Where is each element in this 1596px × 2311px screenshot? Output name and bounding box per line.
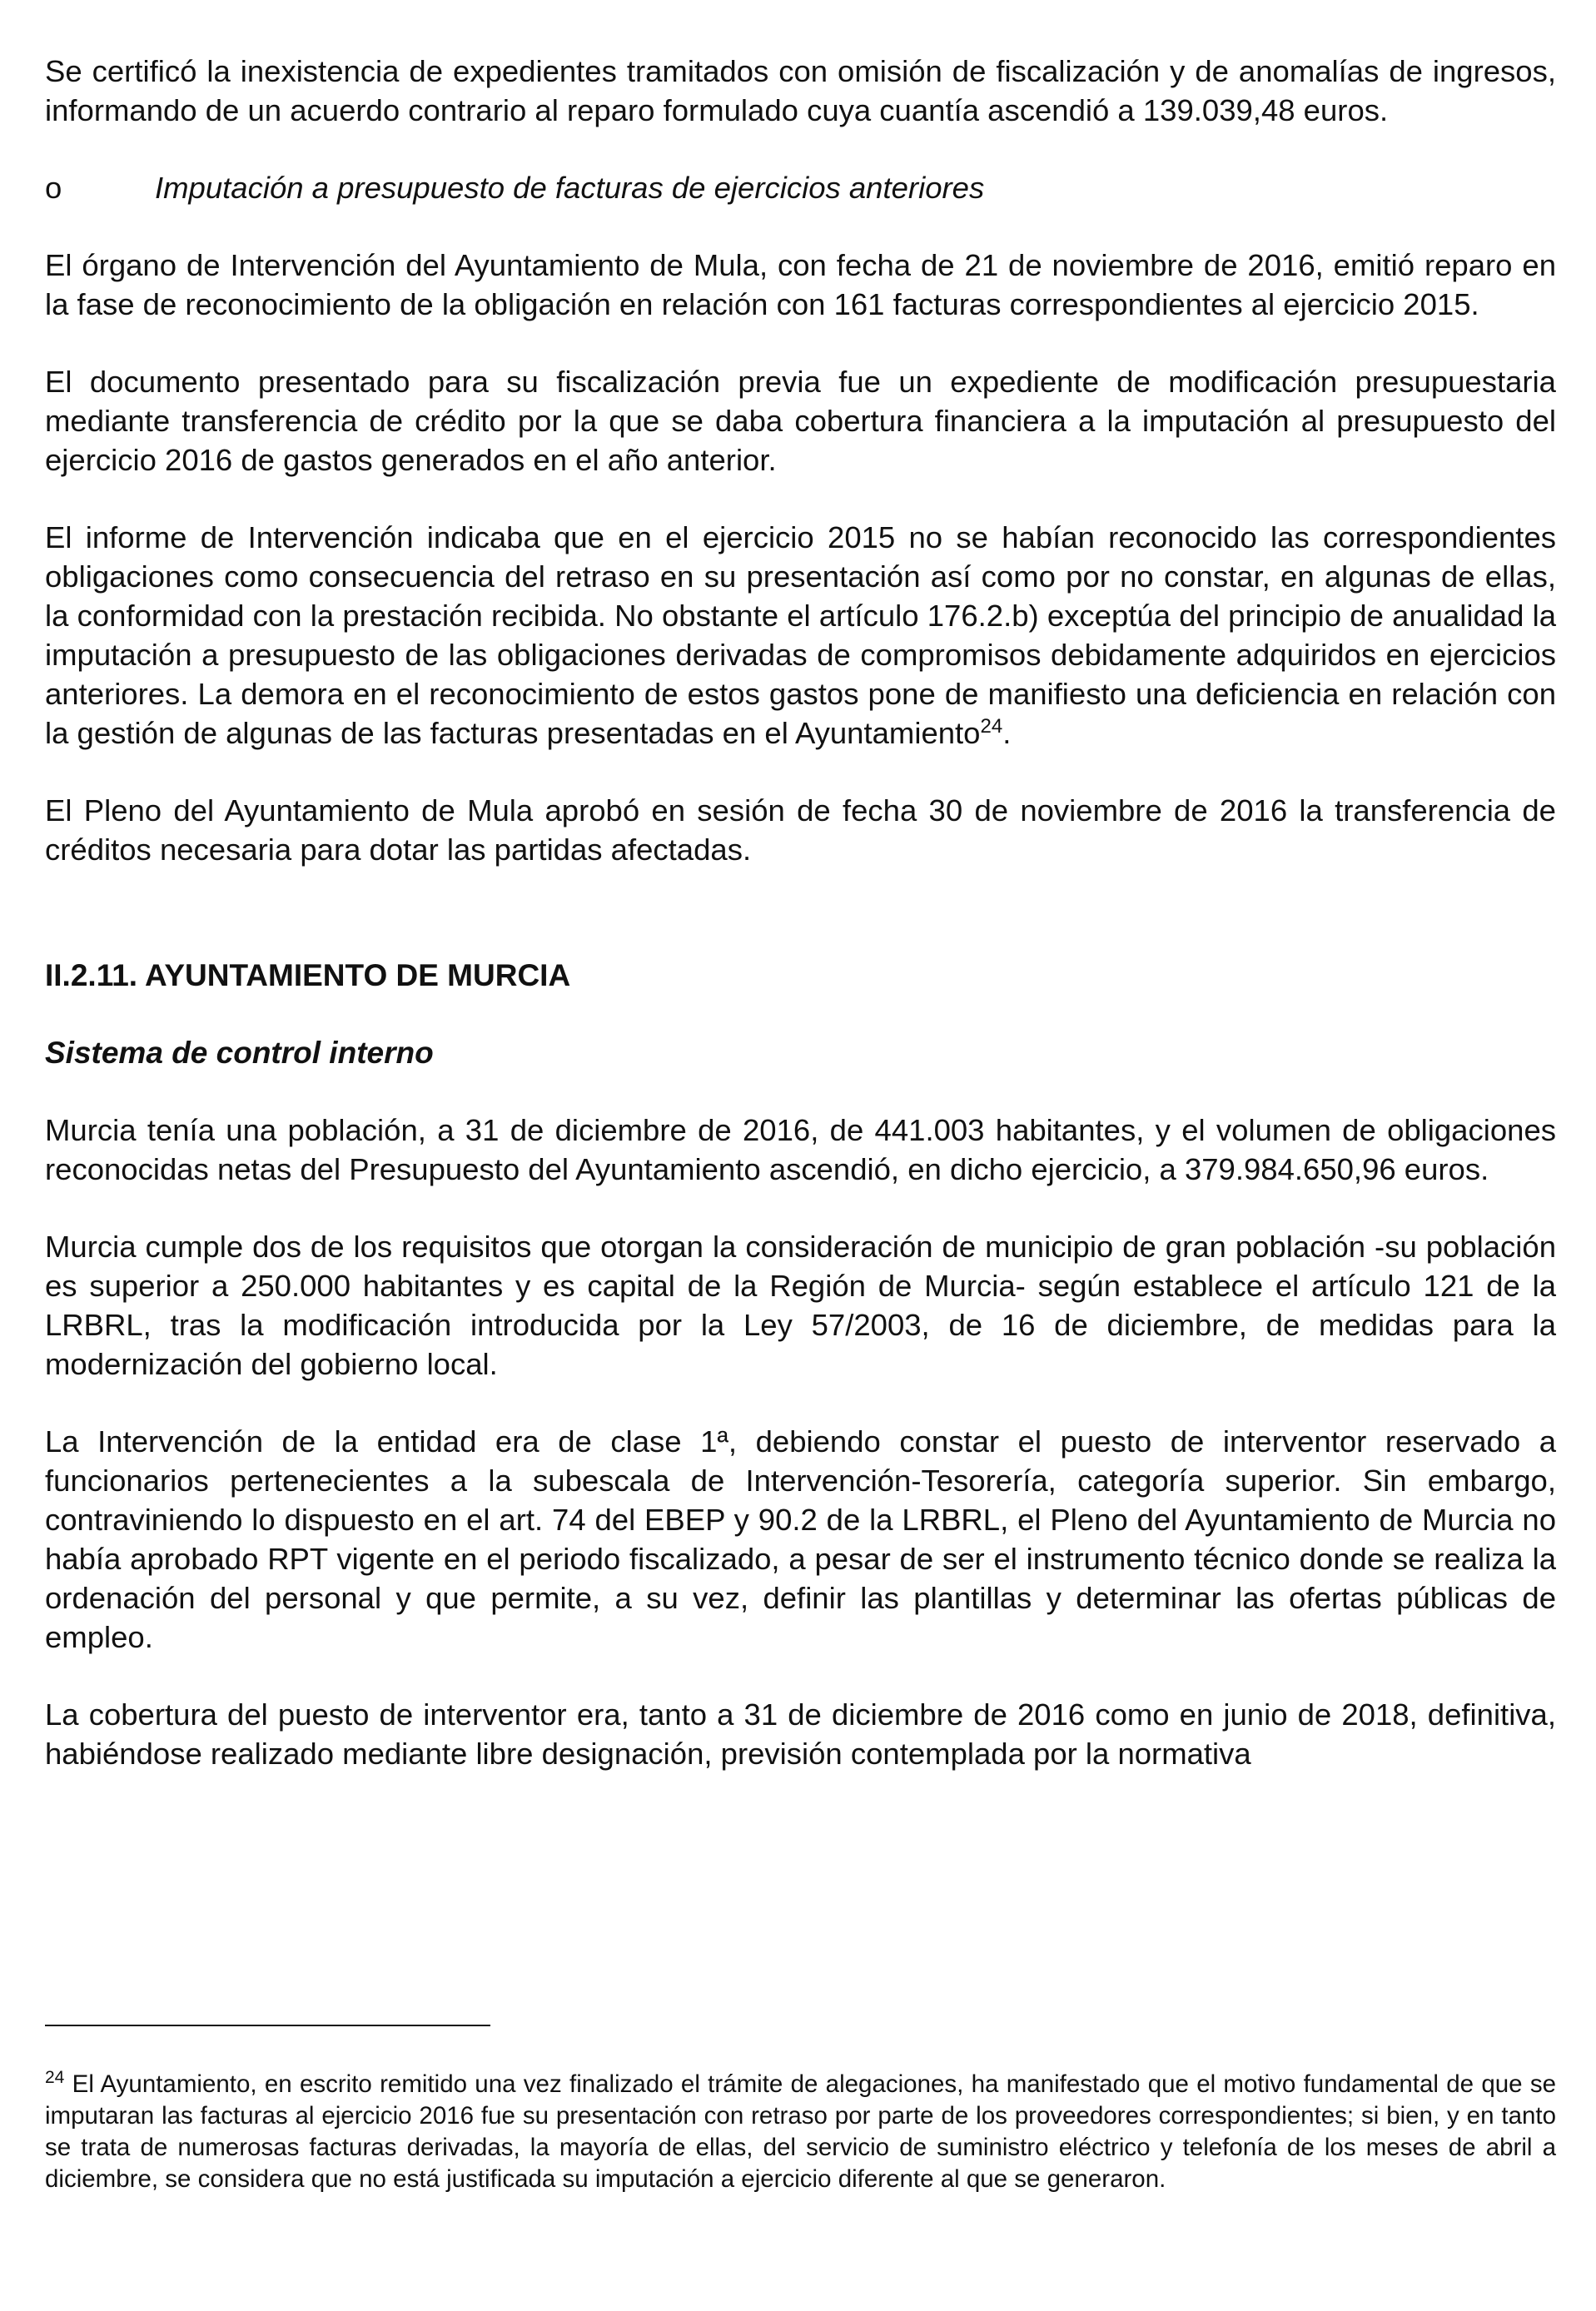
document-body (45, 52, 1556, 1812)
paragraph-documento-presentado: El documento presentado para su fiscalización previa fue un expediente de modificación presupuestaria mediante transferencia de crédito por la que se daba cobertura financiera a la imputación al presupuesto del ejercicio 2016 de gastos generados en el año anterior. (45, 365, 1556, 477)
paragraph-reparo-mula: El órgano de Intervención del Ayuntamiento de Mula, con fecha de 21 de noviembre de 2016, emitió reparo en la fase de reconocimiento de la obligación en relación con 161 facturas correspondientes al ejercicio 2015. (45, 248, 1556, 321)
paragraph-informe-end: . (1002, 716, 1012, 750)
footnote-separator (45, 2025, 490, 2026)
footnote-reference[interactable]: 24 (980, 714, 1003, 738)
paragraph-intervencion-clase: La Intervención de la entidad era de clase 1ª, debiendo constar el puesto de interventor reservado a funcionarios pertenecientes a la subescala de Intervención-Tesorería, categoría superior. Sin embargo, contraviniendo lo dispuesto en el art. 74 del EBEP y 90.2 de la LRBRL, el Pleno del Ayuntamiento de Murcia no había aprobado RPT vigente en el periodo fiscalizado, a pesar de ser el instrumento técnico donde se realiza la ordenación del personal y que permite, a su vez, definir las plantillas y determinar las ofertas públicas de empleo. (45, 1424, 1556, 1654)
section-heading: II.2.11. AYUNTAMIENTO DE MURCIA (45, 958, 571, 992)
bullet-marker: o (45, 171, 62, 205)
paragraph-pleno-mula: El Pleno del Ayuntamiento de Mula aprobó en sesión de fecha 30 de noviembre de 2016 la transferencia de créditos necesaria para dotar las partidas afectadas. (45, 793, 1556, 867)
paragraph-certificacion: Se certificó la inexistencia de expedientes tramitados con omisión de fiscalización y de anomalías de ingresos, informando de un acuerdo contrario al reparo formulado cuya cuantía ascendió a 139.039,48 euros. (45, 54, 1556, 127)
paragraph-poblacion-murcia: Murcia tenía una población, a 31 de diciembre de 2016, de 441.003 habitantes, y el volumen de obligaciones reconocidas netas del Presupuesto del Ayuntamiento ascendió, en dicho ejercicio, a 379.984.650,96 euros. (45, 1113, 1556, 1186)
paragraph-informe-intervencion (45, 518, 1556, 753)
paragraph-informe-text: El informe de Intervención indicaba que en el ejercicio 2015 no se habían reconocido las correspondientes obligaciones como consecuencia del retraso en su presentación así como por no constar, en algunas de ellas, la conformidad con la prestación recibida. No obstante el artículo 176.2.b) exceptúa del principio de anualidad la imputación a presupuesto de las obligaciones derivadas de compromisos debidamente adquiridos en ejercicios anteriores. La demora en el reconocimiento de estos gastos pone de manifiesto una deficiencia en relación con la gestión de algunas de las facturas presentadas en el Ayuntamiento (45, 520, 1556, 750)
footnote-number: 24 (45, 2068, 65, 2088)
paragraph-gran-poblacion: Murcia cumple dos de los requisitos que otorgan la consideración de municipio de gran población -su población es superior a 250.000 habitantes y es capital de la Región de Murcia- según establece el artículo 121 de la LRBRL, tras la modificación introducida por la Ley 57/2003, de 16 de diciembre, de medidas para la modernización del gobierno local. (45, 1230, 1556, 1381)
subsection-heading: Sistema de control interno (45, 1036, 434, 1070)
paragraph-cobertura-puesto: La cobertura del puesto de interventor era, tanto a 31 de diciembre de 2016 como en junio de 2018, definitiva, habiéndose realizado mediante libre designación, previsión contemplada por la normativa (45, 1697, 1556, 1771)
footnote-24 (45, 2069, 1556, 2195)
footnote-text: El Ayuntamiento, en escrito remitido una vez finalizado el trámite de alegaciones, ha manifestado que el motivo fundamental de que se imputaran las facturas al ejercicio 2016 fue su presentación con retraso por parte de los proveedores correspondientes; si bien, y en tanto se trata de numerosas facturas derivadas, la mayoría de ellas, del servicio de suministro eléctrico y telefonía de los meses de abril a diciembre, se considera que no está justificada su imputación a ejercicio diferente al que se generaron. (45, 2070, 1556, 2193)
section-spacer (45, 907, 1556, 956)
bullet-item-imputacion (45, 168, 1556, 207)
bullet-heading: Imputación a presupuesto de facturas de ejercicios anteriores (155, 171, 985, 205)
